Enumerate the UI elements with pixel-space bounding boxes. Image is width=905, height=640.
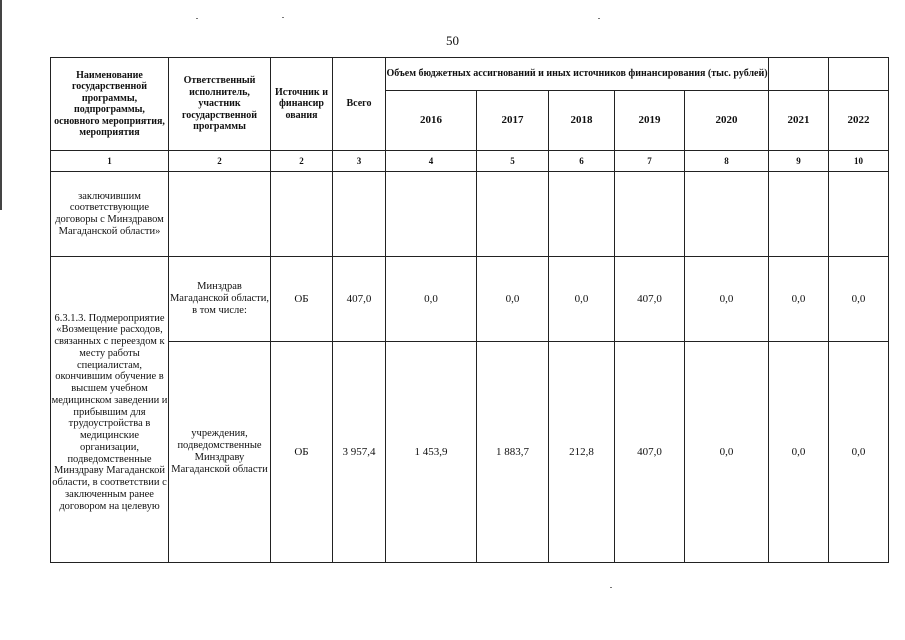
column-number: 5	[477, 151, 549, 172]
empty-cell	[615, 172, 685, 257]
scan-speck	[610, 587, 612, 588]
value-cell: 1 453,9	[386, 342, 477, 563]
empty-cell	[769, 172, 829, 257]
empty-cell	[271, 172, 333, 257]
value-cell: 0,0	[685, 257, 769, 342]
executor-cell: Минздрав Магаданской области, в том числе:	[169, 257, 271, 342]
header-year: 2021	[769, 91, 829, 151]
header-funding-group: Объем бюджетных ассигнований и иных источников финансирования (тыс. рублей)	[386, 58, 769, 91]
scan-speck	[598, 18, 600, 19]
value-cell: 0,0	[769, 257, 829, 342]
empty-cell	[549, 172, 615, 257]
total-cell: 3 957,4	[333, 342, 386, 563]
header-source: Источник и финансир ования	[271, 58, 333, 151]
header-name: Наименование государственной программы, подпрограммы, основного мероприятия, мероприятия	[51, 58, 169, 151]
column-number: 1	[51, 151, 169, 172]
column-number: 3	[333, 151, 386, 172]
header-year: 2017	[477, 91, 549, 151]
empty-cell	[829, 172, 889, 257]
value-cell: 0,0	[685, 342, 769, 563]
column-number: 6	[549, 151, 615, 172]
empty-cell	[685, 172, 769, 257]
header-total: Всего	[333, 58, 386, 151]
header-year: 2022	[829, 91, 889, 151]
value-cell: 0,0	[386, 257, 477, 342]
value-cell: 0,0	[829, 342, 889, 563]
empty-cell	[169, 172, 271, 257]
header-blank-cell	[829, 58, 889, 91]
value-cell: 0,0	[477, 257, 549, 342]
header-year: 2018	[549, 91, 615, 151]
column-number: 2	[271, 151, 333, 172]
header-executor: Ответственный исполнитель, участник государственной программы	[169, 58, 271, 151]
column-number: 2	[169, 151, 271, 172]
column-number: 8	[685, 151, 769, 172]
scan-speck	[196, 18, 198, 19]
empty-cell	[333, 172, 386, 257]
value-cell: 0,0	[769, 342, 829, 563]
continuation-name-cell: заключившим соответствующие договоры с Минздравом Магаданской области»	[51, 172, 169, 257]
value-cell: 407,0	[615, 257, 685, 342]
page-number: 50	[446, 33, 459, 48]
value-cell: 0,0	[549, 257, 615, 342]
value-cell: 1 883,7	[477, 342, 549, 563]
total-cell: 407,0	[333, 257, 386, 342]
empty-cell	[477, 172, 549, 257]
column-number: 4	[386, 151, 477, 172]
header-year: 2020	[685, 91, 769, 151]
empty-cell	[386, 172, 477, 257]
column-number: 7	[615, 151, 685, 172]
budget-table	[50, 57, 889, 563]
value-cell: 0,0	[829, 257, 889, 342]
scan-speck	[282, 17, 284, 18]
executor-cell: учреждения, подведомственные Минздраву Магаданской области	[169, 342, 271, 563]
source-cell: ОБ	[271, 342, 333, 563]
scan-edge	[0, 0, 2, 210]
measure-name-cell: 6.3.1.3. Подмероприятие «Возмещение расходов, связанных с переездом к месту работы специалистам, окончившим обучение в высшем учебном медицинском заведении и прибывшим для трудоустройства в медицинские организации, подведомственные Минздраву Магаданской области, в соответствии с заключенным ранее договором на целевую	[51, 257, 169, 563]
value-cell: 212,8	[549, 342, 615, 563]
header-year: 2016	[386, 91, 477, 151]
header-year: 2019	[615, 91, 685, 151]
value-cell: 407,0	[615, 342, 685, 563]
column-number: 10	[829, 151, 889, 172]
header-blank-cell	[769, 58, 829, 91]
column-number: 9	[769, 151, 829, 172]
source-cell: ОБ	[271, 257, 333, 342]
